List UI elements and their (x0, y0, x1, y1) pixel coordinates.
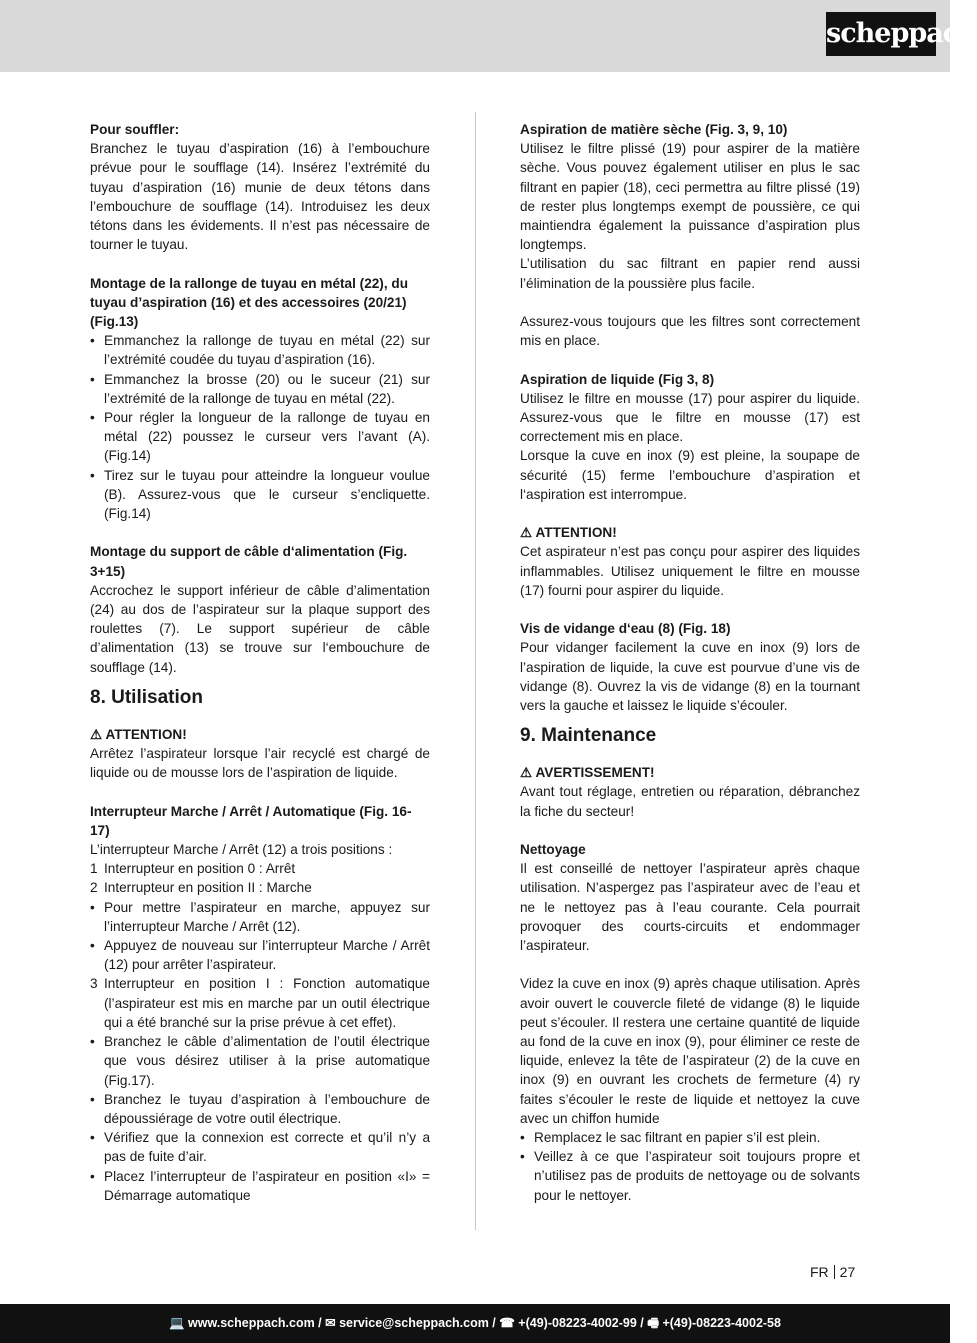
list-item: • Tirez sur le tuyau pour atteindre la longueur voulue (B). Assurez-vous que le curseur s’encliquette. (Fig.14) (90, 467, 430, 522)
attention-title: ⚠ ATTENTION! (520, 525, 617, 541)
list-item: • Emmanchez la rallonge de tuyau en métal (22) sur l’extrémité coudée du tuyau d’aspiration (16). (90, 333, 430, 368)
left-column (90, 120, 430, 1205)
attention-title: ⚠ ATTENTION! (90, 726, 187, 742)
list-item: • Appuyez de nouveau sur l’interrupteur Marche / Arrêt (12) pour arrêter l’aspirateur. (90, 938, 430, 973)
paragraph-vidange: Pour vidanger facilement la cuve en inox (9) lors de l’aspiration de liquide, la cuve est pourvue d’une vis de vidange (8). Ouvrez la vis de vidange (8) en la tournant vers la gauche et laissez le liquide s’écouler. (520, 640, 860, 714)
page-number (810, 1264, 855, 1280)
list-item: 2 Interrupteur en position II : Marche (90, 880, 312, 896)
attention-text: Cet aspirateur n’est pas conçu pour aspirer des liquides inflammables. Utilisez uniquement le filtre en mousse (17) fourni pour aspirer du liquide. (520, 544, 860, 598)
brand-logo: scheppach (826, 12, 936, 56)
paragraph-liquide-1: Utilisez le filtre en mousse (17) pour aspirer du liquide. Assurez-vous que le filtre en mousse (17) est correctement mis en place. (520, 390, 860, 445)
list-item: 3 Interrupteur en position I : Fonction automatique (l’aspirateur est mis en marche par un outil électrique qui a été branché sur la prise prévue à cet effet). (90, 976, 430, 1030)
paragraph-interrupteur-intro: L’interrupteur Marche / Arrêt (12) a trois positions : (90, 842, 393, 858)
paragraph-nettoyage-1: Il est conseillé de nettoyer l’aspirateur après chaque utilisation. N’aspergez pas l’aspirateur avec de l’eau et ne le nettoyez pas à l’eau courante. Cela pourrait provoquer des courts-circuits et endommager l’aspirateur. (520, 861, 860, 954)
paragraph-liquide-2: Lorsque la cuve en inox (9) est pleine, la soupape de sécurité (15) ferme l’embouchure d’aspiration et l‘aspiration est interrompue. (520, 448, 860, 502)
list-item: • Vérifiez que la connexion est correcte et qu’il n’y a pas de fuite d’air. (90, 1130, 430, 1165)
nettoyage-list (520, 1128, 860, 1205)
header-bar (0, 0, 977, 72)
list-item: • Branchez le tuyau d’aspiration à l’embouchure de dépoussiérage de votre outil électrique. (90, 1091, 430, 1126)
heading-nettoyage: Nettoyage (520, 842, 586, 858)
list-item: • Emmanchez la brosse (20) ou le suceur (21) sur l’extrémité de la rallonge de tuyau en métal (22). (90, 371, 430, 406)
list-item: • Branchez le câble d’alimentation de l’outil électrique que vous désirez utiliser à la prise automatique (Fig.17). (90, 1034, 430, 1088)
interrupteur-list (90, 859, 430, 1205)
attention-text: Arrêtez l’aspirateur lorsque l’air recyclé est chargé de liquide ou de mousse lors de l’aspiration de liquide. (90, 746, 430, 781)
list-item: • Pour régler la longueur de la rallonge de tuyau en métal (22) poussez le curseur vers l’avant (A). (Fig.14) (90, 410, 430, 464)
warning-title: ⚠ AVERTISSEMENT! (520, 765, 655, 781)
column-divider (475, 112, 476, 1230)
heading-vidange: Vis de vidange d‘eau (8) (Fig. 18) (520, 621, 731, 637)
list-item: • Pour mettre l’aspirateur en marche, appuyez sur l’interrupteur Marche / Arrêt (12). (90, 899, 430, 934)
page-number-value: 27 (839, 1264, 856, 1280)
section-heading-utilisation: 8. Utilisation (90, 686, 203, 708)
heading-interrupteur: Interrupteur Marche / Arrêt / Automatique (Fig. 16-17) (90, 803, 412, 838)
rallonge-list (90, 331, 430, 523)
heading-souffler: Pour souffler: (90, 122, 180, 137)
paragraph-souffler: Branchez le tuyau d’aspiration (16) à l’embouchure prévue pour le soufflage (14). Insérez l’extrémité du tuyau d’aspiration (16) munie de deux tétons dans l’embouchure de soufflage (14). Introduisez les deux tétons dans les évidements. Il n’est pas nécessaire de tourner le tuyau. (90, 141, 430, 253)
heading-liquide: Aspiration de liquide (Fig 3, 8) (520, 371, 715, 387)
list-item: 1 Interrupteur en position 0 : Arrêt (90, 861, 296, 877)
list-item: • Placez l’interrupteur de l’aspirateur en position «I» = Démarrage automatique (90, 1168, 430, 1203)
paragraph-cable: Accrochez le support inférieur de câble d’alimentation (24) au dos de l’aspirateur sur la plaque support des roulettes (7). Le support supérieur de câble d’alimentation (13) se trouve sur l‘embouchure de soufflage (14). (90, 582, 430, 675)
page-lang: FR (810, 1264, 829, 1280)
paragraph-nettoyage-2: Videz la cuve en inox (9) après chaque utilisation. Après avoir ouvert le couvercle fileté de vidange (8) le liquide peut s’écouler. Il restera une certaine quantité de liquide au fond de la cuve en inox (9), pour éliminer ce reste de liquide, enlevez la tête de l’aspirateur (2) de la cuve en inox (9) en ouvrant les crochets de fermeture (4) ry faites s’écouler le reste de liquide et nettoyez la cuve avec un chiffon humide (520, 976, 860, 1126)
list-item: • Veillez à ce que l’aspirateur soit toujours propre et n’utilisez pas de produits de nettoyage ou de solvants pour le nettoyer. (520, 1149, 860, 1203)
section-heading-maintenance: 9. Maintenance (520, 725, 657, 747)
right-column (520, 120, 860, 1205)
list-item: • Remplacez le sac filtrant en papier s’il est plein. (520, 1130, 821, 1146)
footer-contact-bar: 💻 www.scheppach.com / ✉ service@scheppach.com / ☎ +(49)-08223-4002-99 / 🖷 +(49)-08223-4002-58 (0, 1304, 950, 1343)
heading-rallonge: Montage de la rallonge de tuyau en métal (22), du tuyau d’aspiration (16) et des accessoires (20/21) (Fig.13) (90, 275, 408, 330)
warning-text: Avant tout réglage, entretien ou réparation, débranchez la fiche du secteur! (520, 784, 860, 819)
paragraph-seche-1: Utilisez le filtre plissé (19) pour aspirer de la matière sèche. Vous pouvez également utiliser en plus le sac filtrant en papier (18), ceci permettra au filtre plissé (19) de rester plus longtemps exempt de poussière, ce qui maintiendra également la puissance d’aspiration plus longtemps. (520, 141, 860, 253)
heading-cable: Montage du support de câble d‘alimentation (Fig. 3+15) (90, 544, 408, 579)
paragraph-seche-3: Assurez-vous toujours que les filtres sont correctement mis en place. (520, 314, 860, 349)
heading-seche: Aspiration de matière sèche (Fig. 3, 9, 10) (520, 122, 788, 137)
paragraph-seche-2: L’utilisation du sac filtrant en papier rend aussi l’élimination de la poussière plus facile. (520, 256, 860, 291)
